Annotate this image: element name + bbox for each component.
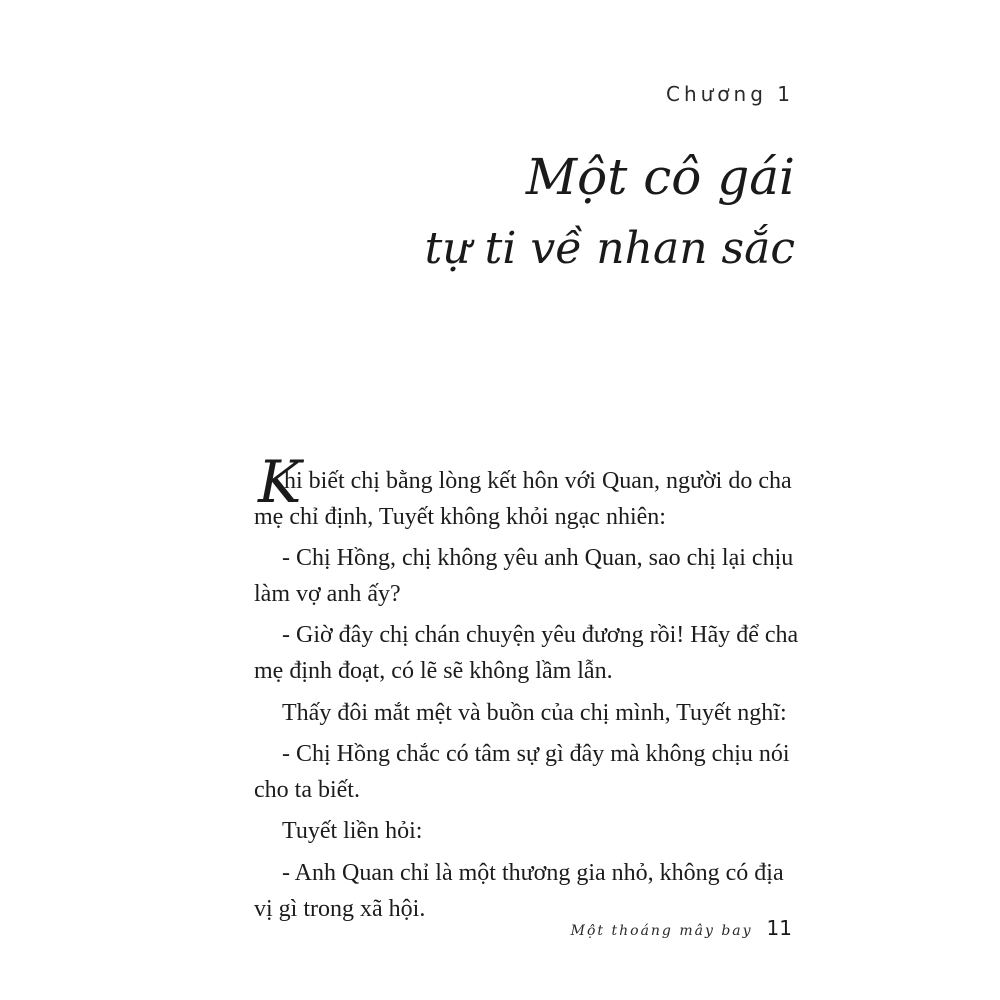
chapter-title-line-1: Một cô gái xyxy=(525,148,795,206)
drop-cap: K xyxy=(258,448,302,516)
paragraph: - Chị Hồng chắc có tâm sự gì đây mà không chịu nói cho ta biết. xyxy=(254,741,790,803)
page-number: 11 xyxy=(766,916,792,940)
chapter-title-line-2: tự ti về nhan sắc xyxy=(424,223,795,274)
body-text xyxy=(254,464,800,927)
chapter-title xyxy=(425,135,795,279)
paragraph: Tuyết liền hỏi: xyxy=(282,818,423,845)
chapter-label: Chương 1 xyxy=(665,82,794,106)
paragraph: Thấy đôi mắt mệt và buồn của chị mình, Tuyết nghĩ: xyxy=(282,699,787,726)
paragraph: - Anh Quan chỉ là một thương gia nhỏ, không có địa vị gì trong xã hội. xyxy=(254,859,784,922)
page-footer xyxy=(571,916,792,940)
running-title: Một thoáng mây bay xyxy=(570,923,753,939)
paragraph: - Giờ đây chị chán chuyện yêu đương rồi! Hãy để cha mẹ định đoạt, có lẽ sẽ không lầm lẫn. xyxy=(254,622,799,684)
paragraph: hi biết chị bằng lòng kết hôn với Quan, người do cha mẹ chỉ định, Tuyết không khỏi ngạc nhiên: xyxy=(254,468,792,530)
paragraph: - Chị Hồng, chị không yêu anh Quan, sao chị lại chịu làm vợ anh ấy? xyxy=(254,545,794,607)
